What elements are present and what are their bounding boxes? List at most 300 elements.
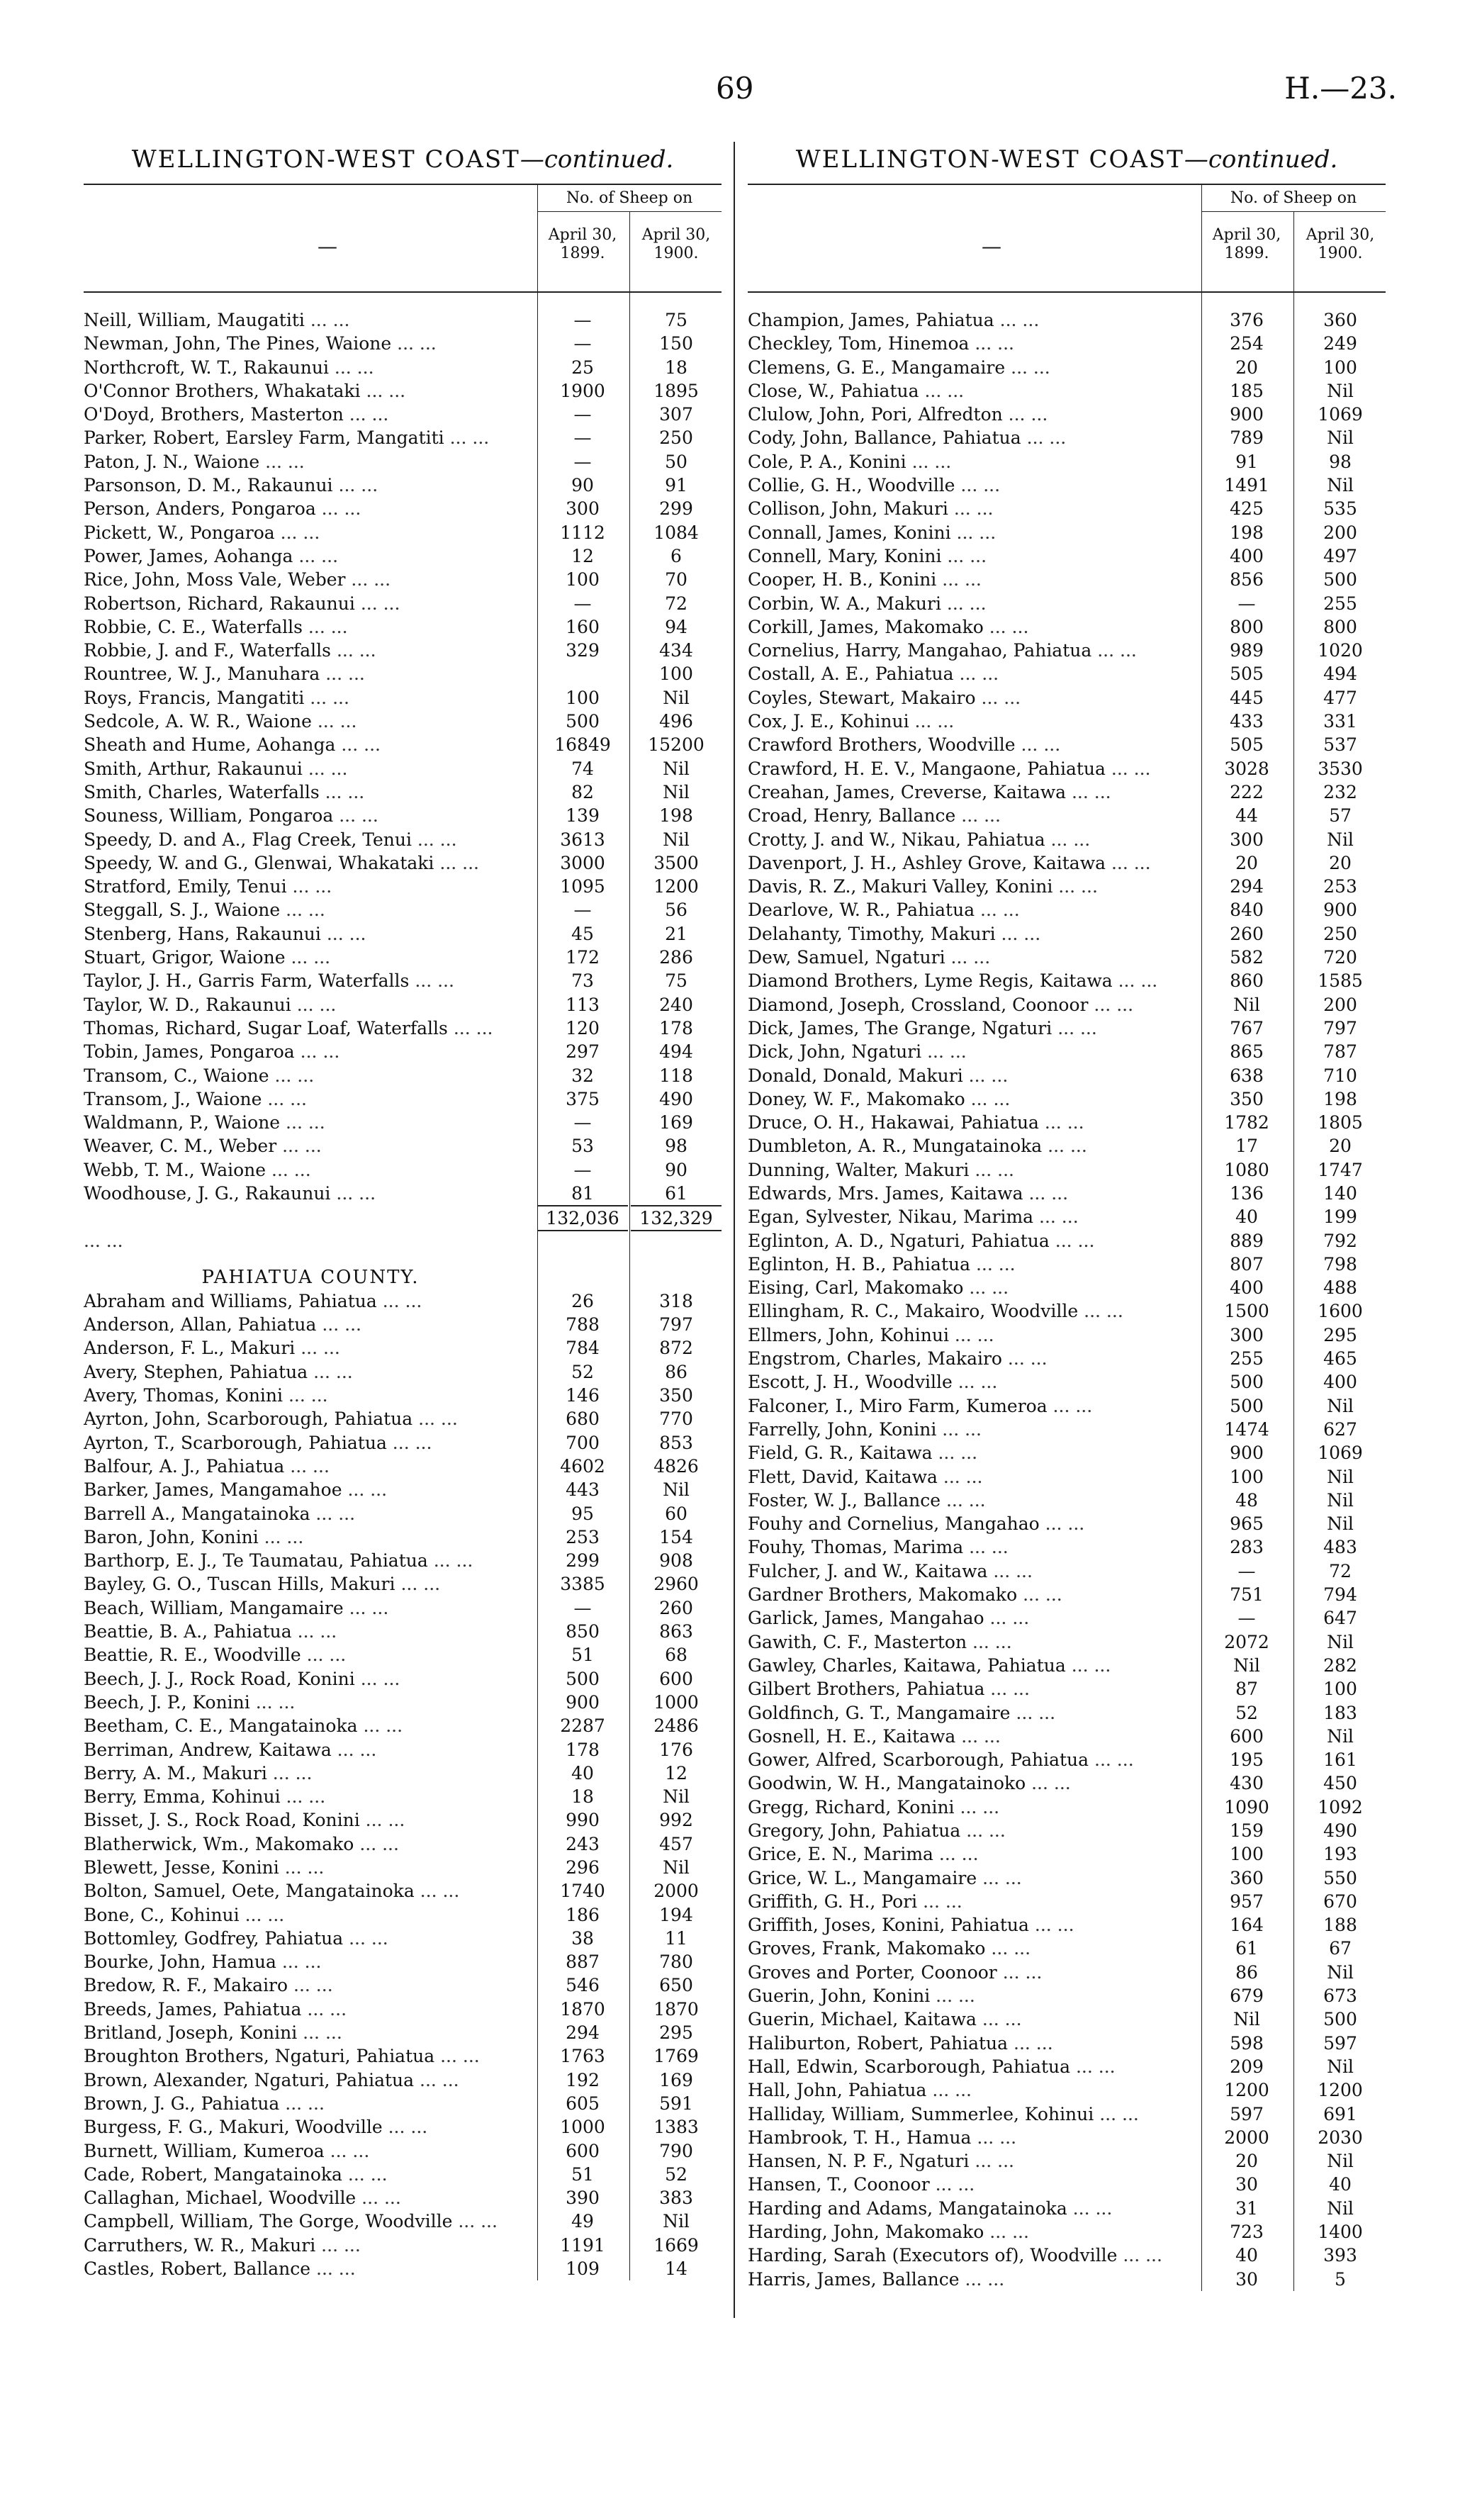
sheep-1900: 1895 bbox=[653, 380, 699, 401]
sheep-1900: 193 bbox=[1323, 1844, 1357, 1865]
sheep-1900: 183 bbox=[1323, 1702, 1357, 1723]
sheep-1900: 798 bbox=[1323, 1253, 1357, 1275]
table-row bbox=[748, 2173, 1386, 2196]
owner-name: Dumbleton, A. R., Mungatainoka ... ... bbox=[748, 1134, 1201, 1158]
sheep-1900: 56 bbox=[665, 900, 687, 921]
table-row bbox=[748, 780, 1386, 804]
sheep-1900: 794 bbox=[1323, 1584, 1357, 1606]
table-row bbox=[84, 1973, 722, 1997]
sheep-1899: 784 bbox=[566, 1338, 600, 1359]
table-row bbox=[748, 1064, 1386, 1087]
sheep-1899: 283 bbox=[1230, 1537, 1264, 1558]
owner-name: Cody, John, Ballance, Pahiatua ... ... bbox=[748, 426, 1201, 449]
table-row bbox=[748, 568, 1386, 591]
sheep-1899: 1474 bbox=[1224, 1418, 1269, 1440]
sheep-1899: — bbox=[573, 451, 592, 472]
sheep-1900: 4826 bbox=[653, 1455, 699, 1477]
table-row bbox=[748, 875, 1386, 898]
owner-name: Transom, J., Waione ... ... bbox=[84, 1087, 537, 1111]
sheep-1900: 200 bbox=[1323, 994, 1357, 1015]
table-row bbox=[748, 1559, 1386, 1583]
sheep-1900: 780 bbox=[659, 1951, 693, 1973]
sheep-1899: 294 bbox=[566, 2022, 600, 2044]
sheep-1900: 299 bbox=[659, 498, 693, 520]
sheep-1899: 299 bbox=[566, 1550, 600, 1572]
sheep-1899: 1491 bbox=[1224, 475, 1269, 496]
sheep-1899: 605 bbox=[566, 2093, 600, 2114]
sheep-1899: 159 bbox=[1230, 1820, 1264, 1841]
sheep-1899: 100 bbox=[1230, 1466, 1264, 1487]
owner-name: Corkill, James, Makomako ... ... bbox=[748, 615, 1201, 639]
table-row bbox=[84, 1313, 722, 1336]
sheep-1899: 3000 bbox=[560, 852, 605, 873]
sheep-1899: 400 bbox=[1230, 545, 1264, 566]
sheep-1900: 50 bbox=[665, 451, 687, 472]
table-row bbox=[84, 922, 722, 946]
owner-name: Barrell A., Mangatainoka ... ... bbox=[84, 1502, 537, 1525]
table-row bbox=[84, 2115, 722, 2139]
owner-name: Escott, J. H., Woodville ... ... bbox=[748, 1370, 1201, 1394]
owner-name: Stuart, Grigor, Waione ... ... bbox=[84, 946, 537, 969]
table-row bbox=[748, 356, 1386, 379]
owner-name: Dick, John, Ngaturi ... ... bbox=[748, 1040, 1201, 1063]
sheep-1899: 297 bbox=[566, 1041, 600, 1063]
sheep-1899: 3613 bbox=[560, 829, 605, 850]
table-row bbox=[84, 993, 722, 1017]
table-row bbox=[84, 1455, 722, 1478]
table-row bbox=[748, 1984, 1386, 2007]
sheep-1899: 1090 bbox=[1224, 1796, 1269, 1818]
sheep-1900: 908 bbox=[659, 1550, 693, 1572]
owner-name: Pickett, W., Pongaroa ... ... bbox=[84, 521, 537, 544]
sheep-1900: 483 bbox=[1323, 1537, 1357, 1558]
table-row bbox=[748, 1890, 1386, 1913]
sheep-1900: 1069 bbox=[1318, 404, 1363, 425]
owner-name: Crotty, J. and W., Nikau, Pahiatua ... ... bbox=[748, 828, 1201, 851]
sheep-1900: 797 bbox=[659, 1314, 693, 1335]
year-1899-header: April 30, 1899. bbox=[1212, 226, 1281, 262]
table-row bbox=[748, 426, 1386, 449]
table-row bbox=[84, 2257, 722, 2280]
sheep-1899: 100 bbox=[566, 687, 600, 708]
table-row bbox=[748, 1347, 1386, 1370]
sheep-1899: 178 bbox=[566, 1739, 600, 1760]
owner-name: Bottomley, Godfrey, Pahiatua ... ... bbox=[84, 1927, 537, 1950]
sheep-1900: 198 bbox=[1323, 1088, 1357, 1109]
sheep-1900: 1805 bbox=[1318, 1112, 1363, 1133]
owner-name: Creahan, James, Creverse, Kaitawa ... ... bbox=[748, 780, 1201, 804]
owner-name: Eglinton, H. B., Pahiatua ... ... bbox=[748, 1253, 1201, 1276]
sheep-1899: 82 bbox=[571, 781, 594, 802]
table-row bbox=[748, 804, 1386, 827]
left-column bbox=[84, 145, 722, 2280]
sheep-1899: 120 bbox=[566, 1017, 600, 1038]
table-row bbox=[748, 1158, 1386, 1182]
sheep-1900: Nil bbox=[1327, 475, 1354, 496]
sheep-1899: 139 bbox=[566, 805, 600, 827]
sheep-1899: 91 bbox=[1235, 451, 1258, 472]
sheep-1900: 863 bbox=[659, 1621, 693, 1642]
table-row bbox=[84, 521, 722, 544]
table-row bbox=[84, 757, 722, 780]
sheep-1899: 1000 bbox=[560, 2117, 605, 2138]
sheep-1900: 1092 bbox=[1318, 1796, 1363, 1818]
owner-name: Gosnell, H. E., Kaitawa ... ... bbox=[748, 1725, 1201, 1748]
sheep-1900: 1870 bbox=[653, 1998, 699, 2020]
sheep-1900: 75 bbox=[665, 970, 687, 992]
sheep-1899: 300 bbox=[566, 498, 600, 520]
table-row bbox=[748, 1087, 1386, 1111]
sheep-1900: Nil bbox=[1327, 1631, 1354, 1652]
table-row bbox=[84, 2139, 722, 2163]
sheep-1900: 900 bbox=[1323, 900, 1357, 921]
owner-name: Burgess, F. G., Makuri, Woodville ... ... bbox=[84, 2115, 537, 2139]
sheep-1900: 200 bbox=[1323, 522, 1357, 543]
sheep-1899: 638 bbox=[1230, 1065, 1264, 1086]
table-row bbox=[84, 733, 722, 756]
sheep-1899: 400 bbox=[1230, 1277, 1264, 1299]
sheep-1899: 255 bbox=[1230, 1348, 1264, 1370]
sheep-1899: 209 bbox=[1230, 2056, 1264, 2077]
owner-name: Griffith, G. H., Pori ... ... bbox=[748, 1890, 1201, 1913]
owner-name: Gilbert Brothers, Pahiatua ... ... bbox=[748, 1677, 1201, 1701]
sheep-1900: 992 bbox=[659, 1810, 693, 1831]
owner-name: Egan, Sylvester, Nikau, Marima ... ... bbox=[748, 1205, 1201, 1228]
owner-name: Costall, A. E., Pahiatua ... ... bbox=[748, 662, 1201, 685]
owner-name: Weaver, C. M., Weber ... ... bbox=[84, 1134, 537, 1158]
sheep-1900: 1585 bbox=[1318, 970, 1363, 992]
table-row bbox=[748, 686, 1386, 710]
owner-name: Ayrton, T., Scarborough, Pahiatua ... ... bbox=[84, 1431, 537, 1455]
table-row bbox=[84, 1017, 722, 1040]
sheep-1899: 113 bbox=[566, 994, 600, 1015]
sheep-1900: 360 bbox=[1323, 310, 1357, 330]
table-row bbox=[84, 379, 722, 403]
sheep-1899: 185 bbox=[1230, 380, 1264, 401]
owner-name: Engstrom, Charles, Makairo ... ... bbox=[748, 1347, 1201, 1370]
sheep-1900: 1383 bbox=[653, 2117, 699, 2138]
owner-name: Griffith, Joses, Konini, Pahiatua ... ... bbox=[748, 1913, 1201, 1937]
owner-name: Dew, Samuel, Ngaturi ... ... bbox=[748, 946, 1201, 969]
table-row bbox=[748, 1465, 1386, 1489]
table-row bbox=[748, 1040, 1386, 1063]
table-row bbox=[84, 1360, 722, 1384]
sheep-1900: 550 bbox=[1323, 1867, 1357, 1888]
owner-name: Neill, William, Maugatiti ... ... bbox=[84, 308, 537, 332]
sheep-1899: 500 bbox=[1230, 1372, 1264, 1393]
owner-name: Halliday, William, Summerlee, Kohinui ... ... bbox=[748, 2102, 1201, 2126]
owner-name: Sheath and Hume, Aohanga ... ... bbox=[84, 733, 537, 756]
table-row bbox=[748, 1276, 1386, 1299]
table-row bbox=[748, 2149, 1386, 2173]
owner-name: Close, W., Pahiatua ... ... bbox=[748, 379, 1201, 403]
table-row bbox=[84, 875, 722, 898]
owner-name: Grice, E. N., Marima ... ... bbox=[748, 1842, 1201, 1866]
sheep-1900: 5 bbox=[1335, 2268, 1346, 2290]
owner-name: Hansen, T., Coonoor ... ... bbox=[748, 2173, 1201, 2196]
owner-name: Barthorp, E. J., Te Taumatau, Pahiatua ... ... bbox=[84, 1549, 537, 1572]
sheep-1900: 1600 bbox=[1318, 1301, 1363, 1322]
sheep-1900: 872 bbox=[659, 1338, 693, 1359]
owner-name: Falconer, I., Miro Farm, Kumeroa ... ... bbox=[748, 1394, 1201, 1418]
sheep-1899: 788 bbox=[566, 1314, 600, 1335]
table-row bbox=[84, 356, 722, 379]
sheep-1900: Nil bbox=[663, 687, 690, 708]
sheep-1899: 74 bbox=[571, 758, 594, 779]
sheep-1899: — bbox=[573, 310, 592, 330]
sheep-1900: 383 bbox=[659, 2188, 693, 2209]
sheep-1900: 457 bbox=[659, 1833, 693, 1854]
sheep-1899: 222 bbox=[1230, 781, 1264, 802]
left-column-title: WELLINGTON-WEST COAST—continued. bbox=[131, 145, 674, 174]
owner-name: Collison, John, Makuri ... ... bbox=[748, 497, 1201, 520]
owner-name: Beach, William, Mangamaire ... ... bbox=[84, 1596, 537, 1620]
table-row bbox=[84, 662, 722, 685]
sheep-1900: 194 bbox=[659, 1904, 693, 1925]
sheep-1899: 198 bbox=[1230, 522, 1264, 543]
sheep-1900: Nil bbox=[1327, 1725, 1354, 1747]
sheep-1900: 3530 bbox=[1318, 758, 1363, 779]
sheep-1900: 597 bbox=[1323, 2032, 1357, 2054]
name-column-header: — bbox=[982, 235, 1001, 258]
sheep-1899: Nil bbox=[1233, 1654, 1260, 1676]
sheep-1900: 600 bbox=[659, 1668, 693, 1689]
sheep-1899: 243 bbox=[566, 1833, 600, 1854]
table-row bbox=[748, 2244, 1386, 2267]
table-row bbox=[84, 1182, 722, 1205]
owner-name: Campbell, William, The Gorge, Woodville ... ... bbox=[84, 2210, 537, 2233]
sheep-1900: 68 bbox=[665, 1645, 687, 1666]
table-row bbox=[84, 1950, 722, 1973]
sheep-1900: 494 bbox=[1323, 663, 1357, 685]
owner-name: Foster, W. J., Ballance ... ... bbox=[748, 1489, 1201, 1512]
sheep-1900: 40 bbox=[1329, 2174, 1352, 2195]
owner-name: Paton, J. N., Waione ... ... bbox=[84, 450, 537, 474]
sheep-1899: 582 bbox=[1230, 947, 1264, 968]
sheep-1900: 255 bbox=[1323, 593, 1357, 614]
owner-name: Goldfinch, G. T., Mangamaire ... ... bbox=[748, 1701, 1201, 1725]
owner-name: Souness, William, Pongaroa ... ... bbox=[84, 804, 537, 827]
owner-name: Doney, W. F., Makomako ... ... bbox=[748, 1087, 1201, 1111]
right-table-header bbox=[748, 184, 1386, 293]
table-row bbox=[748, 1819, 1386, 1842]
sheep-1900: 132,329 bbox=[631, 1205, 722, 1231]
sheep-1899: 2072 bbox=[1224, 1631, 1269, 1652]
sheep-1900: 318 bbox=[659, 1290, 693, 1311]
owner-name: O'Doyd, Brothers, Masterton ... ... bbox=[84, 403, 537, 426]
table-row bbox=[84, 1289, 722, 1313]
sheep-1900: 2000 bbox=[653, 1881, 699, 1902]
sheep-1899: 164 bbox=[1230, 1915, 1264, 1936]
sheep-1900: 477 bbox=[1323, 687, 1357, 708]
sheep-1900: 188 bbox=[1323, 1915, 1357, 1936]
table-row bbox=[748, 379, 1386, 403]
table-row bbox=[748, 2055, 1386, 2078]
table-row bbox=[84, 1927, 722, 1950]
owner-name: Britland, Joseph, Konini ... ... bbox=[84, 2021, 537, 2044]
table-row bbox=[84, 474, 722, 497]
sheep-1899: 20 bbox=[1235, 357, 1258, 378]
owner-name: Avery, Thomas, Konini ... ... bbox=[84, 1384, 537, 1407]
owner-name: Goodwin, W. H., Mangatainoko ... ... bbox=[748, 1771, 1201, 1795]
owner-name: Robbie, C. E., Waterfalls ... ... bbox=[84, 615, 537, 639]
table-row bbox=[84, 2021, 722, 2044]
sheep-1899: 2000 bbox=[1224, 2127, 1269, 2148]
sheep-1899: Nil bbox=[1233, 994, 1260, 1015]
owner-name: Bisset, J. S., Rock Road, Konini ... ... bbox=[84, 1808, 537, 1832]
owner-name: Diamond Brothers, Lyme Regis, Kaitawa ... ... bbox=[748, 969, 1201, 992]
sheep-1899: — bbox=[573, 333, 592, 354]
owner-name: Brown, Alexander, Ngaturi, Pahiatua ... ... bbox=[84, 2068, 537, 2092]
owner-name: Blewett, Jesse, Konini ... ... bbox=[84, 1856, 537, 1879]
sheep-1899: 1782 bbox=[1224, 1112, 1269, 1133]
sheep-1899: 500 bbox=[1230, 1395, 1264, 1416]
name-column-header: — bbox=[318, 235, 337, 258]
table-row bbox=[84, 615, 722, 639]
owner-name: Davis, R. Z., Makuri Valley, Konini ... ... bbox=[748, 875, 1201, 898]
sheep-1899: 16849 bbox=[554, 734, 611, 756]
sheep-1900: 3500 bbox=[653, 852, 699, 873]
sheep-1900: 232 bbox=[1323, 781, 1357, 802]
sheep-1900: 1769 bbox=[653, 2046, 699, 2067]
owner-name: Coyles, Stewart, Makairo ... ... bbox=[748, 686, 1201, 710]
sheep-1900: 11 bbox=[665, 1927, 687, 1949]
right-column bbox=[748, 145, 1386, 2291]
owner-name: Balfour, A. J., Pahiatua ... ... bbox=[84, 1455, 537, 1478]
sheep-1899: 18 bbox=[571, 1786, 594, 1808]
sheep-1899: 505 bbox=[1230, 734, 1264, 756]
sheep-1899: 957 bbox=[1230, 1891, 1264, 1912]
table-row bbox=[748, 1771, 1386, 1795]
table-row bbox=[84, 1064, 722, 1087]
table-row bbox=[748, 2197, 1386, 2220]
owner-name: Person, Anders, Pongaroa ... ... bbox=[84, 497, 537, 520]
owner-name: Harris, James, Ballance ... ... bbox=[748, 2268, 1201, 2291]
owner-name: Stratford, Emily, Tenui ... ... bbox=[84, 875, 537, 898]
table-row bbox=[748, 1299, 1386, 1323]
sheep-1899: 856 bbox=[1230, 569, 1264, 590]
sheep-1900: 1669 bbox=[653, 2234, 699, 2256]
sheep-1899: 172 bbox=[566, 947, 600, 968]
sheep-1900: 650 bbox=[659, 1975, 693, 1996]
sheep-1899: — bbox=[573, 404, 592, 425]
sheep-1899: 296 bbox=[566, 1857, 600, 1878]
sheep-1900: 500 bbox=[1323, 2009, 1357, 2030]
sheep-1900: 15200 bbox=[648, 734, 704, 756]
table-row bbox=[84, 1087, 722, 1111]
sheep-1899: 254 bbox=[1230, 333, 1264, 354]
sheep-1899: 375 bbox=[566, 1088, 600, 1109]
owner-name: Ellingham, R. C., Makairo, Woodville ... ... bbox=[748, 1299, 1201, 1323]
owner-name: Berriman, Andrew, Kaitawa ... ... bbox=[84, 1738, 537, 1762]
table-row bbox=[748, 474, 1386, 497]
sheep-1900: 169 bbox=[659, 1112, 693, 1133]
table-row bbox=[748, 1441, 1386, 1465]
owner-name: Broughton Brothers, Ngaturi, Pahiatua ... ... bbox=[84, 2044, 537, 2068]
sheep-on-header: No. of Sheep on bbox=[1201, 189, 1386, 212]
owner-name: Thomas, Richard, Sugar Loaf, Waterfalls ... ... bbox=[84, 1017, 537, 1040]
owner-name: Hambrook, T. H., Hamua ... ... bbox=[748, 2126, 1201, 2149]
sheep-1900: 488 bbox=[1323, 1277, 1357, 1299]
table-row bbox=[84, 450, 722, 474]
sheep-1899: 900 bbox=[566, 1691, 600, 1713]
owner-name: Bolton, Samuel, Oete, Mangatainoka ... ... bbox=[84, 1879, 537, 1903]
owner-name: Field, G. R., Kaitawa ... ... bbox=[748, 1441, 1201, 1465]
table-row bbox=[748, 1253, 1386, 1276]
owner-name: Fulcher, J. and W., Kaitawa ... ... bbox=[748, 1559, 1201, 1583]
owner-name: Bayley, G. O., Tuscan Hills, Makuri ... ... bbox=[84, 1572, 537, 1596]
sheep-1900: 1400 bbox=[1318, 2222, 1363, 2243]
sheep-1900: 1069 bbox=[1318, 1443, 1363, 1464]
sheep-1899: 40 bbox=[1235, 2245, 1258, 2266]
sheep-1900: 100 bbox=[1323, 357, 1357, 378]
sheep-1899: 52 bbox=[571, 1361, 594, 1382]
column-divider bbox=[734, 142, 735, 2318]
sheep-1900: 198 bbox=[659, 805, 693, 827]
sheep-1899: 3385 bbox=[560, 1574, 605, 1595]
sheep-1900: 792 bbox=[1323, 1230, 1357, 1251]
owner-name: Speedy, D. and A., Flag Creek, Tenui ... ... bbox=[84, 828, 537, 851]
table-row bbox=[748, 1796, 1386, 1819]
owner-name: Davenport, J. H., Ashley Grove, Kaitawa ... ... bbox=[748, 851, 1201, 875]
table-row bbox=[84, 780, 722, 804]
table-row bbox=[748, 1583, 1386, 1606]
owner-name: Fouhy, Thomas, Marima ... ... bbox=[748, 1535, 1201, 1559]
table-row bbox=[748, 710, 1386, 733]
owner-name: Gregory, John, Pahiatua ... ... bbox=[748, 1819, 1201, 1842]
owner-name: Parker, Robert, Earsley Farm, Mangatiti ... ... bbox=[84, 426, 537, 449]
sheep-1899: 51 bbox=[571, 1645, 594, 1666]
table-row bbox=[748, 851, 1386, 875]
table-row bbox=[84, 1596, 722, 1620]
table-row bbox=[748, 2032, 1386, 2055]
table-row bbox=[748, 521, 1386, 544]
table-row bbox=[84, 969, 722, 992]
owner-name: Taylor, J. H., Garris Farm, Waterfalls ... ... bbox=[84, 969, 537, 992]
sheep-1899: Nil bbox=[1233, 2009, 1260, 2030]
sheep-1899: 49 bbox=[571, 2211, 594, 2232]
table-row bbox=[84, 403, 722, 426]
table-row bbox=[748, 639, 1386, 662]
sheep-1899: 12 bbox=[571, 545, 594, 566]
table-row bbox=[84, 639, 722, 662]
sheep-1899: 294 bbox=[1230, 876, 1264, 897]
owner-name: Berry, A. M., Makuri ... ... bbox=[84, 1762, 537, 1785]
sheep-1900: 400 bbox=[1323, 1372, 1357, 1393]
owner-name: Cade, Robert, Mangatainoka ... ... bbox=[84, 2163, 537, 2186]
sheep-1900: Nil bbox=[663, 781, 690, 802]
owner-name: Gower, Alfred, Scarborough, Pahiatua ... ... bbox=[748, 1748, 1201, 1771]
table-row bbox=[84, 1643, 722, 1667]
sheep-1899: 425 bbox=[1230, 498, 1264, 520]
sheep-1900: 496 bbox=[659, 711, 693, 732]
owner-name: Hansen, N. P. F., Ngaturi ... ... bbox=[748, 2149, 1201, 2173]
owner-name: Champion, James, Pahiatua ... ... bbox=[748, 308, 1201, 332]
table-row bbox=[84, 710, 722, 733]
sheep-1900: 100 bbox=[1323, 1679, 1357, 1700]
sheep-1900: 18 bbox=[665, 357, 687, 378]
table-row bbox=[748, 922, 1386, 946]
sheep-1900: 2030 bbox=[1318, 2127, 1363, 2148]
table-row bbox=[84, 946, 722, 969]
sheep-1899: 600 bbox=[1230, 1725, 1264, 1747]
sheep-1899: 3028 bbox=[1224, 758, 1269, 779]
sheep-1899: 433 bbox=[1230, 711, 1264, 732]
sheep-1900: 307 bbox=[659, 404, 693, 425]
table-row bbox=[84, 1691, 722, 1714]
table-row bbox=[84, 898, 722, 922]
table-row bbox=[748, 1842, 1386, 1866]
